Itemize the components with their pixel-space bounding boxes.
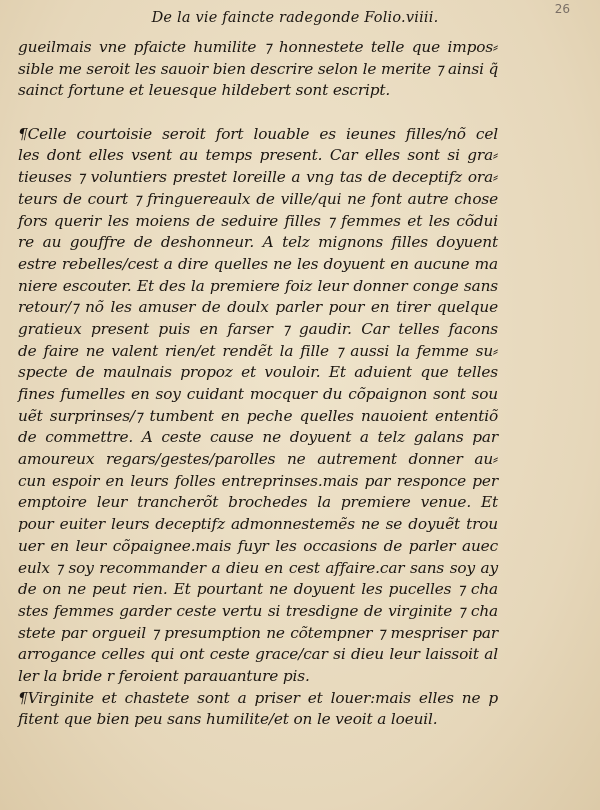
text-line: de faire ne valent rien/et rendẽt la fille ⁊ aussi la femme su⸗ [18, 341, 498, 360]
text-line: eulx ⁊ soy recommander a dieu en cest affaire.car sans soy ay [18, 558, 498, 577]
text-line: gueilmais vne pfaicte humilite ⁊ honnestete telle que impos⸗ [18, 38, 498, 56]
text-line: de on ne peut rien. Et pourtant ne doyuent les pucelles ⁊ cha [18, 580, 498, 599]
text-line: pour euiter leurs deceptifz admonnestemẽs ne se doyuẽt trou [18, 515, 498, 534]
text-line: estre rebelles/cest a dire quelles ne les doyuent en aucune ma [18, 254, 498, 273]
text-line: uer en leur cõpaignee.mais fuyr les occasions de parler auec [18, 536, 498, 555]
text-line: les dont elles vsent au temps present. Car elles sont si gra⸗ [18, 146, 498, 165]
text-line: de commettre. A ceste cause ne doyuent a telz galans par [18, 428, 498, 447]
text-line: arrogance celles qui ont ceste grace/car si dieu leur laissoit al [18, 645, 498, 664]
text-line: re au gouffre de deshonneur. A telz mignons filles doyuent [18, 233, 498, 252]
text-line: cun espoir en leurs folles entreprinses.mais par responce per [18, 471, 498, 490]
text-line: retour/⁊ nõ les amuser de doulx parler pour en tirer quelque [18, 298, 498, 317]
text-line: tieuses ⁊ voluntiers prestet loreille a vng tas de deceptifz ora⸗ [18, 168, 498, 187]
text-line: uẽt surprinses/⁊ tumbent en peche quelles nauoient ententiõ [18, 406, 498, 425]
running-head: De la vie faincte radegonde Folio.viiii. [151, 10, 439, 26]
text-line: fitent que bien peu sans humilite/et on le veoit a loeuil. [18, 710, 438, 729]
text-line: sainct fortune et leuesque hildebert sont escript. [18, 81, 391, 100]
pencil-page-number: 26 [554, 2, 570, 16]
text-line: gratieux present puis en farser ⁊ gaudir. Car telles facons [18, 319, 498, 338]
text-line: niere escouter. Et des la premiere foiz leur donner conge sans [18, 276, 498, 295]
text-block [18, 37, 498, 731]
paragraph-2 [18, 124, 498, 688]
text-line: sible me seroit les sauoir bien descrire selon le merite ⁊ ainsi q̃ [18, 59, 499, 78]
text-line: ler la bride r feroient parauanture pis. [18, 666, 310, 685]
paragraph-1 [18, 37, 498, 102]
text-line: stete par orgueil ⁊ presumption ne cõtempner ⁊ mespriser par [18, 623, 498, 642]
paragraph-3 [18, 688, 498, 731]
text-line: emptoire leur trancherõt brochedes la premiere venue. Et [18, 493, 498, 512]
text-line: teurs de court ⁊ fringuereaulx de ville/qui ne font autre chose [18, 189, 498, 208]
text-line: amoureux regars/gestes/parolles ne autrement donner au⸗ [18, 450, 498, 469]
text-line: fors querir les moiens de seduire filles ⁊ femmes et les cõdui [18, 211, 498, 230]
text-line: ¶Celle courtoisie seroit fort louable es ieunes filles/nõ cel [18, 124, 498, 143]
text-line: ¶Virginite et chastete sont a priser et louer:mais elles ne p [18, 688, 498, 707]
text-line: fines fumelles en soy cuidant mocquer du cõpaignon sont sou [18, 385, 498, 403]
text-line: specte de maulnais propoz et vouloir. Et aduient que telles [18, 363, 498, 382]
text-line: stes femmes garder ceste vertu si tresdigne de virginite ⁊ cha [18, 601, 498, 620]
